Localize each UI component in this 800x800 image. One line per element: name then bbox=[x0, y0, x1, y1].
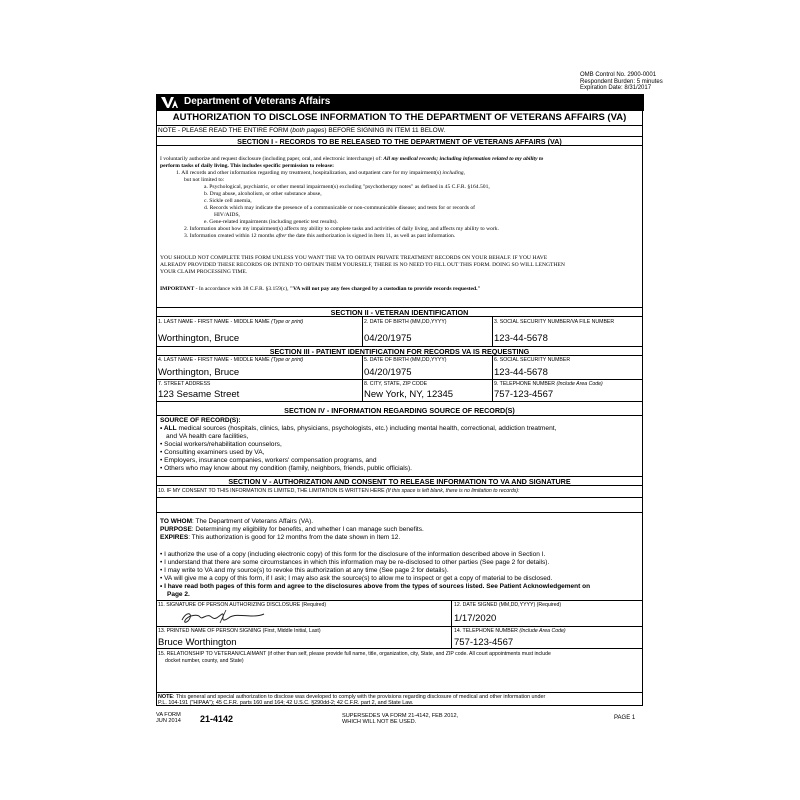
source-item-2: • Social workers/rehabilitation counselors, bbox=[160, 441, 282, 448]
purpose-text: : Determining my eligibility for benefits, and whether I can manage such benefits. bbox=[191, 526, 424, 533]
section-1-heading: SECTION I - RECORDS TO BE RELEASED TO THE DEPARTMENT OF VETERANS AFFAIRS (VA) bbox=[156, 136, 643, 146]
hipaa-note-2: P.L. 104-191 ("HIPAA"); 45 C.F.R. parts 160 and 164; 42 U.S.C. §290dd-2; 42 C.F.R. part 2, and State Law. bbox=[158, 700, 414, 706]
item-2: 2. Information about how my impairment(s) affects my ability to complete tasks and activities of daily living, and affects my ability to work. bbox=[184, 226, 499, 232]
note-italic: both pages bbox=[292, 127, 325, 134]
consent-bullet-4: • VA will give me a copy of this form, if I ask; I may also ask the source(s) to allow me to inspect or get a copy of material to be disclosed. bbox=[160, 575, 553, 582]
hipaa-note-label: NOTE bbox=[158, 694, 173, 700]
item-1b: b. Drug abuse, alcoholism, or other substance abuse, bbox=[204, 191, 322, 197]
consent-bullet-1: • I authorize the use of a copy (including electronic copy) of this form for the disclosure of the information described above in Section I. bbox=[160, 551, 546, 558]
source-item-3: • Consulting examiners used by VA, bbox=[160, 449, 265, 456]
item-1 bbox=[176, 170, 465, 177]
purpose-label: PURPOSE bbox=[160, 526, 192, 533]
omb-info bbox=[580, 72, 663, 92]
limitation-field[interactable] bbox=[156, 498, 643, 511]
note-text-end: ) BEFORE SIGNING IN ITEM 11 BELOW. bbox=[324, 127, 446, 134]
label-text: 14. TELEPHONE NUMBER bbox=[454, 628, 520, 634]
item-1-italic: including, bbox=[442, 170, 465, 176]
agency-name: Department of Veterans Affairs bbox=[184, 96, 331, 107]
form-title: AUTHORIZATION TO DISCLOSE INFORMATION TO THE DEPARTMENT OF VETERANS AFFAIRS (VA) bbox=[156, 111, 643, 126]
label-text: 9. TELEPHONE NUMBER bbox=[494, 381, 557, 387]
label-italic: (Include Area Code) bbox=[556, 381, 603, 387]
item-1-text: 1. All records and other information regarding my treatment, hospitalization, and outpatient care for my impairment(s) bbox=[176, 170, 443, 176]
section-3-heading: SECTION III - PATIENT IDENTIFICATION FOR RECORDS VA IS REQUESTING bbox=[156, 346, 643, 356]
source-item-1 bbox=[160, 425, 556, 433]
consent-bullet-5-cont: Page 2. bbox=[167, 591, 190, 598]
section-4-heading: SECTION IV - INFORMATION REGARDING SOURCE OF RECORD(S) bbox=[156, 406, 643, 416]
relationship-label-1: 15. RELATIONSHIP TO VETERAN/CLAIMANT (if other than self, please provide full name, title, organization, city, State, and ZIP code. All court appointments must include bbox=[158, 651, 551, 657]
patient-dob-field[interactable]: 04/20/1975 bbox=[364, 367, 412, 378]
intro-line-2: perform tasks of daily living. This includes specific permission to release: bbox=[160, 163, 334, 169]
page-number: PAGE 1 bbox=[614, 715, 636, 721]
expires-label: EXPIRES bbox=[160, 534, 189, 541]
item-1d-cont: HIV/AIDS, bbox=[214, 212, 240, 218]
form-number: 21-4142 bbox=[200, 714, 234, 724]
warning-line-1: YOU SHOULD NOT COMPLETE THIS FORM UNLESS YOU WANT THE VA TO OBTAIN PRIVATE TREATMENT RECORDS ON YOUR BEHALF. IF YOU HAVE bbox=[160, 255, 548, 261]
item-3-text-end: the date this authorization is signed in Item 11, as well as past information. bbox=[286, 233, 456, 239]
printed-name-field[interactable]: Bruce Worthington bbox=[158, 637, 237, 648]
patient-dob-label: 5. DATE OF BIRTH (MM,DD,YYYY) bbox=[364, 357, 447, 363]
patient-ssn-field[interactable]: 123-44-5678 bbox=[494, 367, 548, 378]
source-item-1-text: medical sources (hospitals, clinics, labs, physicians, psychologists, etc.) including mental health, correctional, addiction treatment, bbox=[176, 425, 557, 432]
purpose bbox=[160, 526, 424, 534]
relationship-label-2: docket number, county, and State) bbox=[165, 658, 244, 664]
limitation-label bbox=[158, 488, 519, 494]
form-date: JUN 2014 bbox=[156, 718, 181, 724]
intro-emphasis: All my medical records; including information related to my ability to bbox=[383, 156, 544, 162]
divider bbox=[492, 317, 493, 346]
divider bbox=[156, 379, 643, 380]
relationship-field[interactable] bbox=[156, 666, 643, 692]
source-title: SOURCE OF RECORD(S): bbox=[160, 417, 241, 424]
item-1e: e. Gene-related impairments (including genetic test results). bbox=[204, 219, 338, 225]
city-state-zip-field[interactable]: New York, NY, 12345 bbox=[364, 389, 454, 400]
supersedes-line-2: WHICH WILL NOT BE USED. bbox=[342, 719, 417, 725]
source-item-1-cont: and VA health care facilities, bbox=[166, 433, 249, 440]
veteran-dob-label: 2. DATE OF BIRTH (MM,DD,YYYY) bbox=[364, 319, 447, 325]
street-address-label: 7. STREET ADDRESS bbox=[158, 381, 211, 387]
date-signed-label: 12. DATE SIGNED (MM,DD,YYYY) (Required) bbox=[454, 602, 562, 608]
note-text: - PLEASE READ THE ENTIRE FORM ( bbox=[176, 127, 293, 134]
important-note bbox=[160, 286, 481, 293]
divider bbox=[156, 648, 643, 649]
item-3 bbox=[184, 233, 455, 240]
consent-bullet-3: • I may write to VA and my source(s) to revoke this authorization at any time (See page 2 for details). bbox=[160, 567, 449, 574]
consent-bullet-5: • I have read both pages of this form and agree to the disclosures above from the types of sources listed. See Patient Acknowledgement on bbox=[160, 583, 591, 590]
signer-phone-field[interactable]: 757-123-4567 bbox=[454, 637, 514, 648]
item-1-cont: but not limited to: bbox=[184, 177, 225, 183]
important-bold: "VA will not pay any fees charged by a custodian to provide records requested." bbox=[289, 286, 481, 292]
divider bbox=[156, 600, 643, 601]
source-all: • ALL bbox=[160, 425, 177, 432]
item-1d: d. Records which may indicate the presence of a communicable or non-communicable disease; and tests for or records of bbox=[204, 205, 476, 211]
to-whom-label: TO WHOM bbox=[160, 518, 193, 525]
intro-text: I voluntarily authorize and request disclosure (including paper, oral, and electronic interchange) of: bbox=[160, 156, 384, 162]
street-address-field[interactable]: 123 Sesame Street bbox=[158, 389, 240, 400]
divider bbox=[362, 317, 363, 346]
supersedes-note bbox=[342, 713, 458, 725]
item-3-italic: after bbox=[275, 233, 287, 239]
important-label: IMPORTANT bbox=[160, 286, 195, 292]
veteran-name-label bbox=[158, 319, 303, 325]
expires-text: : This authorization is good for 12 months from the date shown in Item 12. bbox=[188, 534, 401, 541]
consent-bullet-2: • I understand that there are some circumstances in which this information may be re-disclosed to other parties (See page 2 for details). bbox=[160, 559, 550, 566]
item-3-text: 3. Information created within 12 months bbox=[184, 233, 276, 239]
patient-phone-label bbox=[494, 381, 603, 387]
warning-line-3: YOUR CLAIM PROCESSING TIME. bbox=[160, 269, 248, 275]
expires bbox=[160, 534, 400, 542]
important-text: - In accordance with 38 C.F.R. §3.159(c), bbox=[194, 286, 290, 292]
label-text: 1. LAST NAME - FIRST NAME - MIDDLE NAME bbox=[158, 319, 272, 325]
veteran-ssn-label: 3. SOCIAL SECURITY NUMBER/VA FILE NUMBER bbox=[494, 319, 615, 325]
hipaa-note-text: : This general and special authorization to disclose was developed to comply with the provisions regarding disclosure of medical and other information under bbox=[172, 694, 546, 700]
source-item-5: • Others who may know about my condition (family, neighbors, friends, public officials). bbox=[160, 465, 413, 472]
label-text: 10. IF MY CONSENT TO THIS INFORMATION IS LIMITED, THE LIMITATION IS WRITTEN HERE bbox=[158, 488, 386, 494]
label-italic: (Type or print) bbox=[271, 319, 304, 325]
veteran-dob-field[interactable]: 04/20/1975 bbox=[364, 333, 412, 344]
intro-line bbox=[160, 156, 543, 163]
source-item-4: • Employers, insurance companies, workers' compensation programs, and bbox=[160, 457, 377, 464]
supersedes-line-1: SUPERSEDES VA FORM 21-4142, FEB 2012, bbox=[342, 713, 459, 719]
veteran-ssn-field[interactable]: 123-44-5678 bbox=[494, 333, 548, 344]
signer-phone-label bbox=[454, 628, 566, 634]
expiration-date: Expiration Date: 8/31/2017 bbox=[580, 85, 652, 91]
form-id bbox=[156, 712, 181, 724]
patient-name-label bbox=[158, 357, 303, 363]
label-italic: (Type or print) bbox=[271, 357, 304, 363]
signature-label: 11. SIGNATURE OF PERSON AUTHORIZING DISCLOSURE (Required) bbox=[158, 602, 327, 608]
va-seal-icon bbox=[159, 95, 181, 110]
to-whom-text: : The Department of Veterans Affairs (VA). bbox=[192, 518, 314, 525]
veteran-name-field[interactable]: Worthington, Bruce bbox=[158, 333, 240, 344]
patient-name-field[interactable]: Worthington, Bruce bbox=[158, 367, 240, 378]
agency-header bbox=[156, 94, 644, 111]
note-prefix: NOTE bbox=[158, 127, 177, 134]
label-italic: (If this space is left blank, there is no limitation to records): bbox=[385, 488, 520, 494]
item-1a: a. Psychological, psychiatric, or other mental impairment(s) excluding "psychotherapy notes" as defined in 45 C.F.R. §164.501, bbox=[204, 184, 490, 190]
patient-phone-field[interactable]: 757-123-4567 bbox=[494, 389, 554, 400]
divider bbox=[156, 626, 643, 627]
section-5-heading: SECTION V - AUTHORIZATION AND CONSENT TO RELEASE INFORMATION TO VA AND SIGNATURE bbox=[156, 476, 643, 486]
section-2-heading: SECTION II - VETERAN IDENTIFICATION bbox=[156, 307, 643, 317]
va-form-label: VA FORM bbox=[156, 712, 181, 718]
label-text: 4. LAST NAME - FIRST NAME - MIDDLE NAME bbox=[158, 357, 272, 363]
city-state-zip-label: 8. CITY, STATE, ZIP CODE bbox=[364, 381, 428, 387]
warning-line-2: ALREADY PROVIDED THESE RECORDS OR INTEND TO OBTAIN THEM YOURSELF, THERE IS NO NEED TO FILL OUT THIS FORM. DOING SO WILL LENGTHEN bbox=[160, 262, 565, 268]
label-italic: (Include Area Code) bbox=[519, 628, 566, 634]
date-signed-field[interactable]: 1/17/2020 bbox=[454, 613, 497, 624]
divider bbox=[156, 692, 643, 693]
omb-control: OMB Control No. 2900-0001 bbox=[580, 72, 657, 78]
printed-name-label: 13. PRINTED NAME OF PERSON SIGNING (First, Middle Initial, Last) bbox=[158, 628, 321, 634]
signature-field[interactable] bbox=[178, 608, 268, 626]
read-note bbox=[158, 127, 445, 134]
item-1c: c. Sickle cell anemia, bbox=[204, 198, 252, 204]
patient-ssn-label: 6. SOCIAL SECURITY NUMBER bbox=[494, 357, 571, 363]
divider bbox=[156, 512, 643, 513]
divider bbox=[451, 600, 452, 648]
to-whom bbox=[160, 518, 313, 526]
respondent-burden: Respondent Burden: 5 minutes bbox=[580, 78, 663, 85]
divider bbox=[156, 401, 643, 402]
